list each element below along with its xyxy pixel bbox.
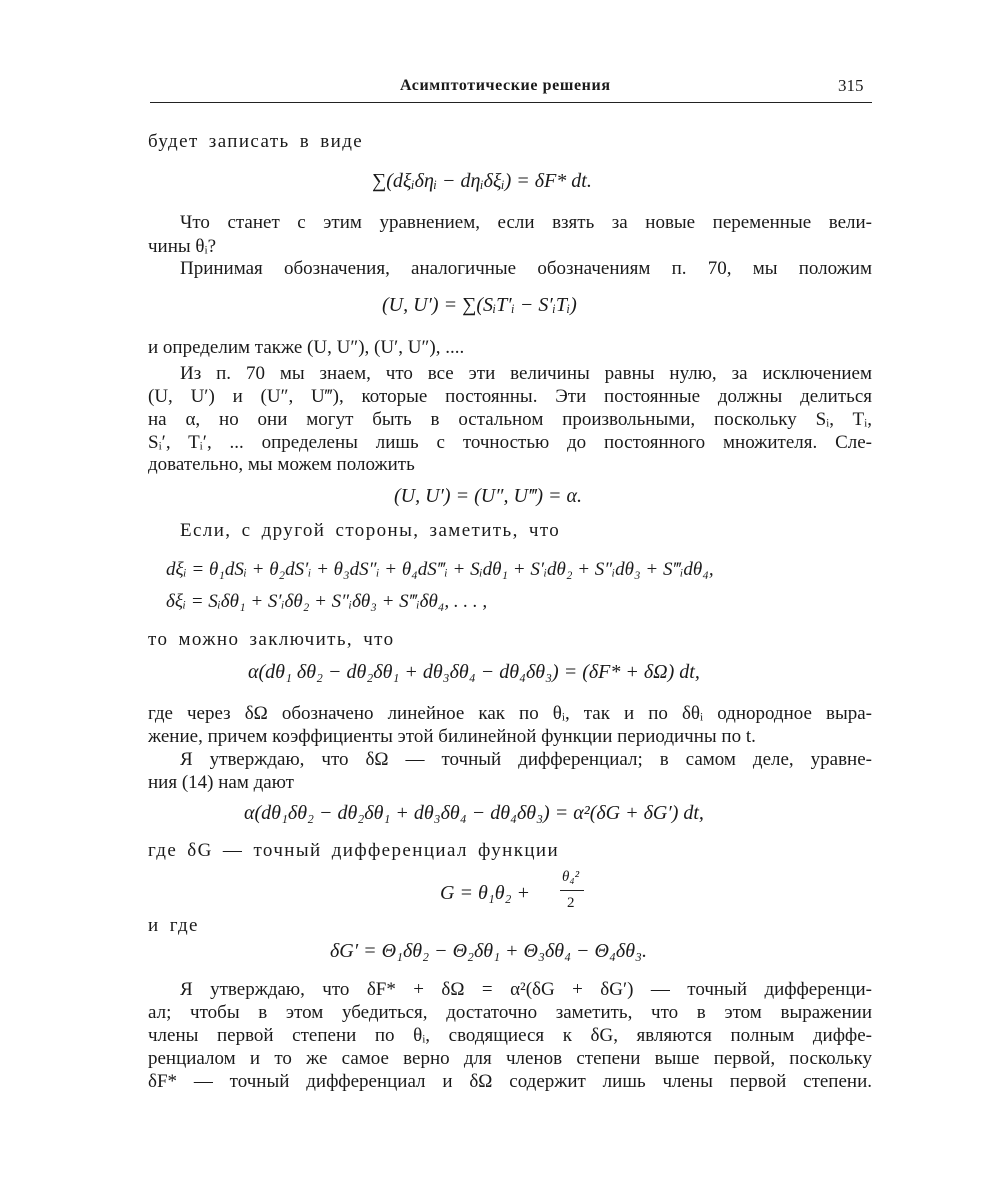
text-line: и где	[148, 915, 199, 936]
text-line: на α, но они могут быть в остальном произвольными, поскольку Sᵢ, Tᵢ,	[148, 409, 872, 430]
text-line: Sᵢ′, Tᵢ′, ... определены лишь с точностью до постоянного множителя. Сле-	[148, 432, 872, 453]
equation-2: (U, U′) = ∑(SᵢT′ᵢ − S′ᵢTᵢ)	[382, 294, 577, 316]
text-line: ренциалом и то же самое верно для членов степени выше первой, поскольку	[148, 1048, 872, 1069]
equation-7-denominator: 2	[567, 895, 575, 911]
text-line: будет записать в виде	[148, 131, 364, 152]
text-line: (U, U′) и (U″, U‴), которые постоянны. Эти постоянные должны делиться	[148, 386, 872, 407]
text-line: Я утверждаю, что δF* + δΩ = α²(δG + δG′) — точный дифференци-	[180, 979, 872, 1000]
text-line: Что станет с этим уравнением, если взять за новые переменные вели-	[180, 212, 872, 233]
equation-4b: δξᵢ = Sᵢδθ₁ + S′ᵢδθ₂ + S″ᵢδθ₃ + S‴ᵢδθ₄, . . . ,	[166, 591, 488, 612]
text-line: где через δΩ обозначено линейное как по θᵢ, так и по δθᵢ однородное выра-	[148, 703, 872, 724]
text-line: и определим также (U, U″), (U′, U″), ....	[148, 337, 465, 358]
text-line: Принимая обозначения, аналогичные обозначениям п. 70, мы положим	[180, 258, 872, 279]
text-line: ния (14) нам дают	[148, 772, 294, 793]
text-line: где δG — точный дифференциал функции	[148, 840, 560, 861]
text-line: Если, с другой стороны, заметить, что	[180, 520, 561, 541]
equation-7-lhs: G = θ₁θ₂ +	[440, 882, 530, 904]
text-line: Я утверждаю, что δΩ — точный дифференциал; в самом деле, уравне-	[180, 749, 872, 770]
text-line: довательно, мы можем положить	[148, 454, 415, 475]
equation-7-numerator: θ₄²	[562, 869, 580, 885]
header-rule	[150, 102, 872, 103]
equation-1: ∑(dξᵢδηᵢ − dηᵢδξᵢ) = δF* dt.	[372, 170, 592, 192]
text-line: δF* — точный дифференциал и δΩ содержит лишь члены первой степени.	[148, 1071, 872, 1092]
text-line: Из п. 70 мы знаем, что все эти величины равны нулю, за исключением	[180, 363, 872, 384]
equation-3: (U, U′) = (U″, U‴) = α.	[394, 485, 583, 507]
text-line: члены первой степени по θᵢ, сводящиеся к δG, являются полным диффе-	[148, 1025, 872, 1046]
page-number: 315	[838, 76, 864, 95]
text-line: жение, причем коэффициенты этой билинейной функции периодичны по t.	[148, 726, 756, 747]
text-line: чины θᵢ?	[148, 236, 217, 257]
equation-5: α(dθ₁ δθ₂ − dθ₂δθ₁ + dθ₃δθ₄ − dθ₄δθ₃) = (δF* + δΩ) dt,	[248, 661, 700, 683]
text-line: ал; чтобы в этом убедиться, достаточно заметить, что в этом выражении	[148, 1002, 872, 1023]
equation-6: α(dθ₁δθ₂ − dθ₂δθ₁ + dθ₃δθ₄ − dθ₄δθ₃) = α²(δG + δG′) dt,	[244, 802, 704, 824]
running-header-title: Асимптотические решения	[400, 77, 611, 94]
equation-7	[440, 868, 600, 918]
text-line: то можно заключить, что	[148, 629, 395, 650]
equation-4a: dξᵢ = θ₁dSᵢ + θ₂dS′ᵢ + θ₃dS″ᵢ + θ₄dS‴ᵢ + Sᵢdθ₁ + S′ᵢdθ₂ + S″ᵢdθ₃ + S‴ᵢdθ₄,	[166, 559, 714, 580]
equation-8: δG′ = Θ₁δθ₂ − Θ₂δθ₁ + Θ₃δθ₄ − Θ₄δθ₃.	[330, 940, 647, 962]
